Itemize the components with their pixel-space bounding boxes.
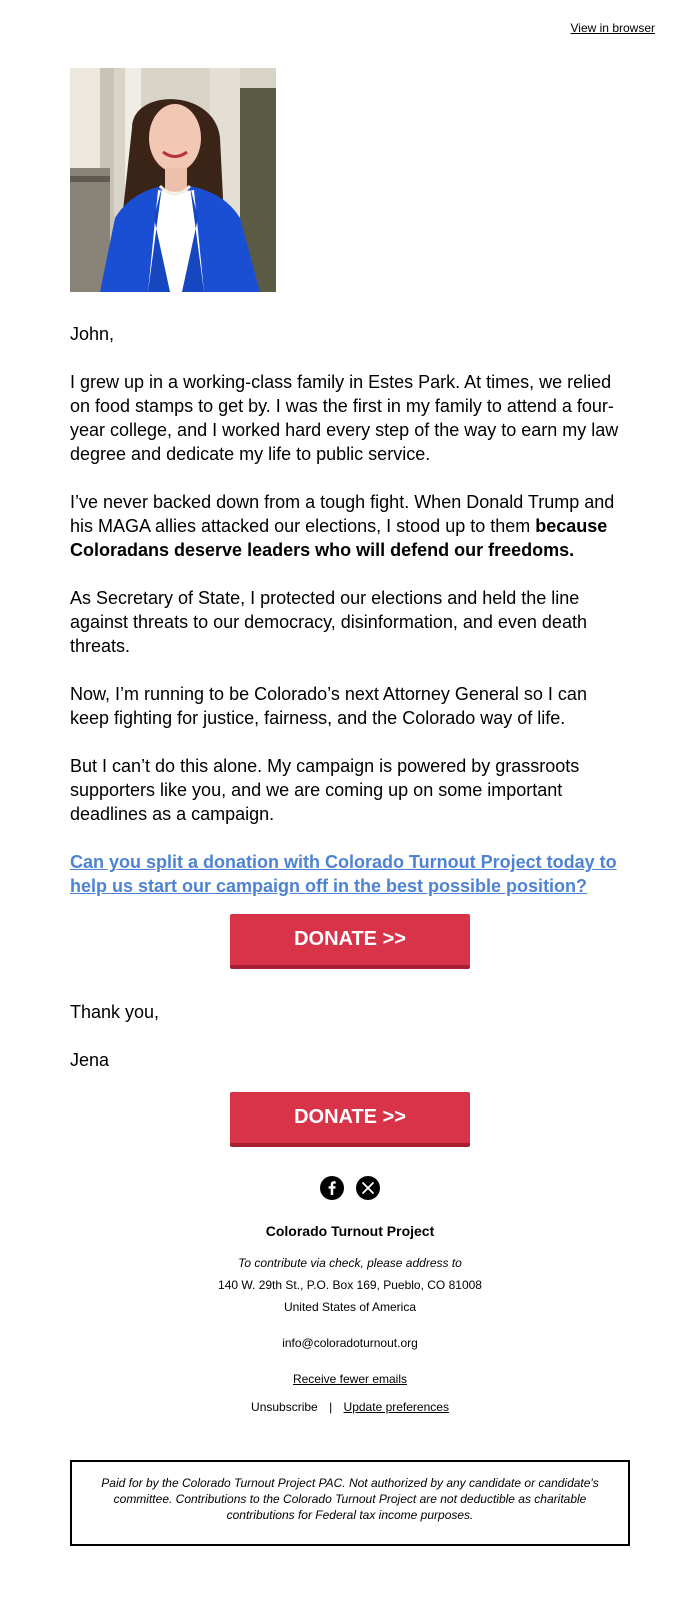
donate-button-top[interactable]: DONATE >>: [230, 914, 470, 969]
signature: Jena: [70, 1050, 110, 1070]
paragraph-attorney-general: Now, I’m running to be Colorado’s next Attorney General so I can keep fighting for justice, fairness, and the Colorado way of life.: [70, 684, 587, 728]
paragraph-tough-fight: [70, 490, 630, 562]
thank-you-text: Thank you,: [70, 1002, 160, 1022]
paragraph-background: I grew up in a working-class family in Estes Park. At times, we relied on food stamps to get by. I was the first in my family to attend a four-year college, and I worked hard every step of the way to earn my law degree and dedicate my life to public service.: [70, 372, 619, 464]
candidate-photo: [70, 68, 276, 292]
country: United States of America: [283, 1300, 417, 1314]
letter-body: [70, 322, 630, 922]
contact-email[interactable]: info@coloradoturnout.org: [282, 1336, 418, 1350]
paragraph-tough-fight-text: I’ve never backed down from a tough fight. When Donald Trump and his MAGA allies attacked our elections, I stood up to them: [70, 492, 615, 536]
social-links: [0, 1176, 700, 1200]
view-in-browser-link[interactable]: View in browser: [570, 21, 655, 35]
paragraph-tough-fight-bold: because Coloradans deserve leaders who will defend our freedoms.: [70, 516, 608, 560]
candidate-portrait-image: [70, 68, 276, 292]
paragraph-grassroots: But I can’t do this alone. My campaign is powered by grassroots supporters like you, and we are coming up on some important deadlines as a campaign.: [70, 756, 580, 824]
unsubscribe-link[interactable]: Unsubscribe: [251, 1400, 318, 1414]
footer: [0, 1220, 700, 1418]
check-note: To contribute via check, please address to: [238, 1256, 462, 1270]
unsubscribe-row: [0, 1396, 700, 1418]
donate-button-bottom[interactable]: DONATE >>: [230, 1092, 470, 1147]
facebook-icon[interactable]: [320, 1176, 344, 1200]
paragraph-secretary-of-state: As Secretary of State, I protected our elections and held the line against threats to our democracy, disinformation, and even death threats.: [70, 588, 587, 656]
org-name: Colorado Turnout Project: [265, 1223, 435, 1239]
separator: |: [329, 1400, 333, 1414]
update-preferences-link[interactable]: Update preferences: [343, 1400, 449, 1414]
donation-cta-link[interactable]: Can you split a donation with Colorado Turnout Project today to help us start our campaign off in the best possible position?: [70, 852, 617, 896]
x-icon[interactable]: [356, 1176, 380, 1200]
paid-for-disclaimer: Paid for by the Colorado Turnout Project PAC. Not authorized by any candidate or candidate's committee. Contributions to the Colorado Turnout Project are not deductible as charitable contributions for Federal tax income purposes.: [70, 1460, 630, 1546]
receive-fewer-emails-link[interactable]: Receive fewer emails: [292, 1372, 408, 1386]
greeting: John,: [70, 324, 115, 344]
signoff: [70, 1000, 159, 1096]
mailing-address: 140 W. 29th St., P.O. Box 169, Pueblo, CO 81008: [218, 1278, 482, 1292]
